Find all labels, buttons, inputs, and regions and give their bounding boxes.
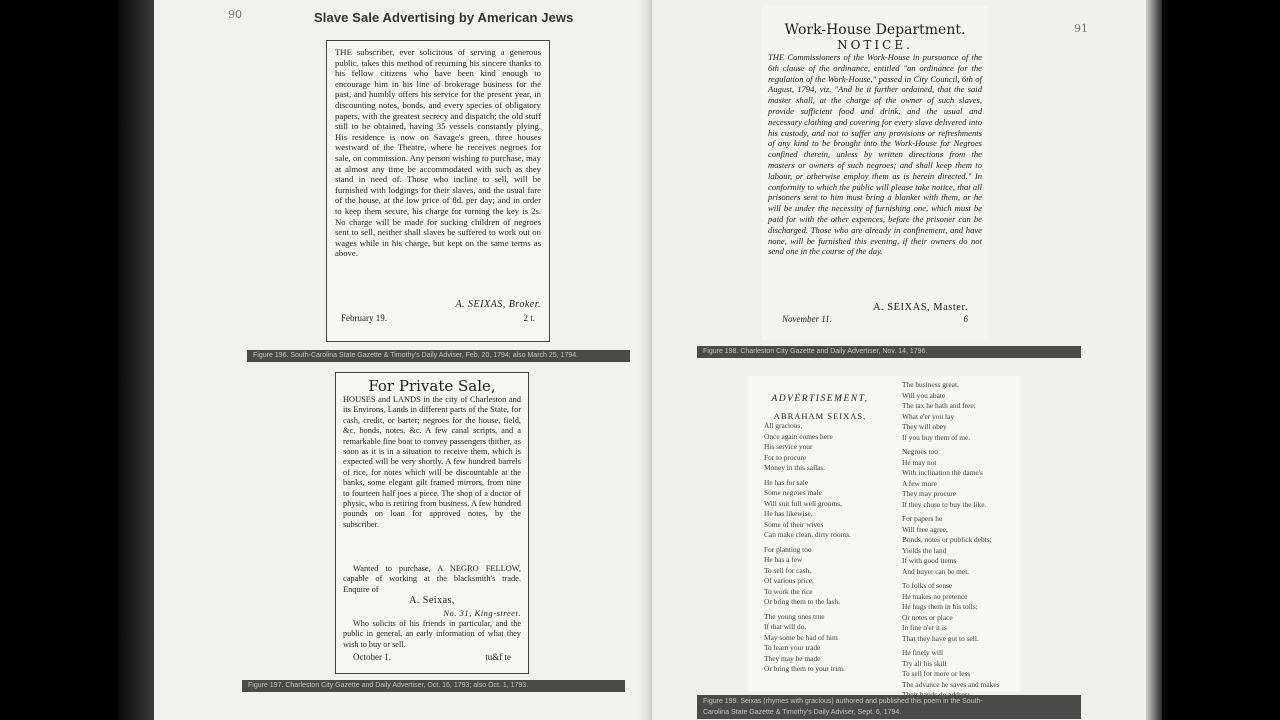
poem-right-line: The tax he hath and free; xyxy=(902,401,976,410)
figure-199-column-right xyxy=(902,380,1020,701)
poem-right-line: They will obey xyxy=(902,422,947,431)
poem-left-line: Once again comes here xyxy=(764,431,833,441)
right-page xyxy=(652,0,1146,720)
figure-196-date-code: 2 t. xyxy=(523,313,535,323)
poem-left-line: Or bring them to the lash. xyxy=(764,597,840,606)
figure-197-date-code: tu&f te xyxy=(485,651,511,662)
poem-right-line: And buyer can be met. xyxy=(902,566,970,576)
book-spread xyxy=(118,0,1162,720)
poem-right-line: They may procure xyxy=(902,489,957,498)
figure-197-clipping xyxy=(335,372,529,674)
figure-197-wanted: Wanted to purchase, A NEGRO FELLOW, capable of working at the blacksmith's trade. Enquire of xyxy=(343,564,521,594)
figure-198-clipping xyxy=(762,6,988,340)
figure-197-headline: For Private Sale, xyxy=(368,377,496,395)
poem-left-line: He has likewise, xyxy=(764,509,813,518)
figure-198-title: Work-House Department. xyxy=(784,22,966,38)
poem-right-line: To folks of sense xyxy=(902,581,953,590)
poem-right-line: Negroes too xyxy=(902,447,938,456)
poem-right-line: That they have got to sell. xyxy=(902,633,979,643)
poem-right-line: With inclination the dame's xyxy=(902,468,983,477)
poem-left-line: He has for sale xyxy=(764,477,809,487)
poem-right-line: The business great, xyxy=(902,380,959,389)
poem-right-line: A few more xyxy=(902,478,937,488)
poem-right-line: The advance he saves and makes xyxy=(902,679,1000,689)
poem-left-line: If that will do, xyxy=(764,622,807,631)
figure-197-body: HOUSES and LANDS in the city of Charleston and its Environs, Lands in different parts of the State, for cash, credit, or barter; negroes for the house, field, &c. bonds, notes, &c. A few canal scripts, and a remarkable fine boat to convey passengers thither, as soon as it is in a situation to receive them, which is expected will be very shortly. A few hundred barrels of rice, for notes which will be discountable at the banks, some elegant gilt framed mirrors, from nine to fourteen half joes a piece. The shop of a doctor of physic, who is retiring from business. A few hundred pounds on loan for approved notes, by the subscriber. xyxy=(343,395,521,529)
poem-left-line: May some be had of him xyxy=(764,632,838,642)
figure-197-name: A. Seixas, xyxy=(409,595,455,607)
poem-right-line: Or notes or place xyxy=(902,612,953,622)
poem-right-line: He finely will xyxy=(902,648,944,657)
figure-196-clipping xyxy=(326,40,550,342)
figure-199-caption-line-2: Carolina State Gazette & Timothy's Daily Adviser, Sept. 6, 1794. xyxy=(703,709,902,716)
poem-left-line: Some of their wives xyxy=(764,519,824,529)
poem-left-line: For planting too xyxy=(764,544,812,554)
figure-199-title: ADVERTISEMENT, xyxy=(771,394,869,404)
poem-right-line: What e'er you lay xyxy=(902,411,955,421)
figure-198-date-code: 6 xyxy=(963,314,968,324)
figure-197-address: No. 31, King-street. xyxy=(443,608,521,619)
figure-198-date: November 11. xyxy=(782,314,832,324)
figure-197-date: October 1. xyxy=(353,651,391,662)
figure-198-body: THE Commissioners of the Work-House in pursuance of the 6th clause of the ordinance, entitled "an ordinance for the regulation of the Work-House," passed in City Council, 6th of August, 1794, viz. "And be it further ordained, that the said master shall, at the charge of the owner of such slaves, provide sufficient food and drink, and the usual and necessary clothing and covering for every slave delivered into his custody, and not to suffer any provisions or refreshments of any kind to be brought into the Work-House for Negroes confined therein, unless by written directions from the masters or owners of such negroes; and shall keep them to labour, or otherwise employ them as is herein directed." In conformity to which the public will please take notice, that all prisoners sent to him must bring a blanket with them, or he will be under the necessity of furnishing one, which must be paid for with the other expences, before the prisoner can be discharged. Those who are already in confinement, and have none, will be furnished this evening, if their owners do not send one in the course of the day. xyxy=(768,52,982,257)
figure-198-caption: Figure 198. Charleston City Gazette and Daily Advertiser, Nov. 14, 1796. xyxy=(697,346,1081,358)
poem-left-line: To learn your trade xyxy=(764,643,821,652)
poem-right-line: Yields the land xyxy=(902,545,947,555)
poem-left-line: For to procure xyxy=(764,452,807,462)
poem-right-line: Try all his skill xyxy=(902,658,947,668)
figure-199-left-lines xyxy=(750,421,890,675)
poem-left-line: Will suit full well grooms, xyxy=(764,498,842,508)
poem-right-line: He hugs them in his toils; xyxy=(902,602,978,611)
poem-right-line: For papers he xyxy=(902,514,943,523)
poem-left-line: All gracious, xyxy=(764,421,803,430)
poem-right-line: He makes no pretence xyxy=(902,591,968,601)
poem-right-line: Will free agree, xyxy=(902,524,948,534)
figure-197-date-row xyxy=(343,652,521,663)
poem-left-line: He has a few xyxy=(764,555,803,564)
poem-right-line: Bonds, notes or publick debts; xyxy=(902,535,992,544)
figure-199-caption xyxy=(697,695,1081,719)
figure-198-subtitle: NOTICE. xyxy=(837,38,913,52)
poem-left-line: To work the rice xyxy=(764,586,813,596)
figure-197-caption: Figure 197. Charleston City Gazette and Daily Advertiser, Oct. 16, 1793; also Oct. 1, 1793. xyxy=(242,680,625,692)
figure-197-closing: Who solicits of his friends in particular, and the public in general, an early information of what they wish to buy or sell. xyxy=(343,619,521,649)
figure-196-date: February 19. xyxy=(341,313,387,323)
running-head: Slave Sale Advertising by American Jews xyxy=(314,10,574,25)
poem-left-line: To sell for cash, xyxy=(764,565,812,575)
poem-left-line: The young ones true xyxy=(764,611,825,621)
figure-199-right-lines xyxy=(902,380,1020,701)
figure-198-date-row xyxy=(768,314,982,325)
figure-199-caption-line-1: Figure 199. Seixas (rhymes with gracious) authored and published this poem in the South- xyxy=(703,698,983,705)
book-edge-left xyxy=(118,0,154,720)
figure-199-column-left xyxy=(750,380,890,675)
poem-right-line: Will you abate xyxy=(902,390,946,400)
poem-left-line: His service your xyxy=(764,442,813,451)
poem-right-line: If they chuse to buy the like. xyxy=(902,499,987,509)
figure-196-caption: Figure 196. South-Carolina State Gazette & Timothy's Daily Adviser, Feb. 20, 1794; also March 25, 1794. xyxy=(247,350,630,362)
poem-left-line: Of various price, xyxy=(764,576,814,585)
poem-left-line: Or bring them to your trim. xyxy=(764,664,845,673)
poem-right-line: If with good items xyxy=(902,556,957,565)
figure-196-signature: A. SEIXAS, Broker. xyxy=(455,299,541,310)
poem-left-line: They may be made xyxy=(764,653,821,663)
poem-right-line: To sell for more or less xyxy=(902,669,971,678)
poem-left-line: Money in this sallas. xyxy=(764,463,826,472)
figure-198-signature: A. SEIXAS, Master. xyxy=(872,302,968,313)
poem-right-line: He may not xyxy=(902,457,937,467)
poem-left-line: Some negroes male xyxy=(764,488,822,497)
left-page xyxy=(154,0,650,720)
figure-196-body: THE subscriber, ever solicitous of serving a generous public, takes this method of returning his sincere thanks to his fellow citizens who have been kind enough to encourage him in his line of brokerage business for the past, and humbly offers his service for the present year, in discounting notes, bonds, and every species of obligatory papers, with the greatest secrecy and dispatch; the old stuff still to be obtained, having 35 vessels constantly plying. His residence is now on Savage's green, three houses westward of the Theatre, where he receives negroes for sale, on commission. Any person wishing to purchase, may at almost any time be accommodated with such as they stand in need of. Those who incline to sell, will be furnished with lodgings for their slaves, and the usual fare of the house, at the low price of 8d. per day; and in order to keep them secure, his charge for turning the key is 2s. No charge will be made for sucking children of negroes sent to sell, neither shall slaves be suffered to work out on wages while in his charge, but kept on the same terms as above. xyxy=(335,47,541,259)
poem-right-line: In fine o'er it is xyxy=(902,623,947,632)
figure-199-author: ABRAHAM SEIXAS, xyxy=(773,410,867,421)
page-number-left: 90 xyxy=(228,8,242,21)
poem-left-line: Can make clean, dirty rooms. xyxy=(764,530,852,539)
book-edge-right xyxy=(1146,0,1162,720)
poem-right-line: If you buy them of me. xyxy=(902,432,971,442)
figure-196-date-row xyxy=(335,313,541,324)
page-number-right: 91 xyxy=(1074,22,1088,35)
figure-199-clipping xyxy=(748,376,1020,692)
